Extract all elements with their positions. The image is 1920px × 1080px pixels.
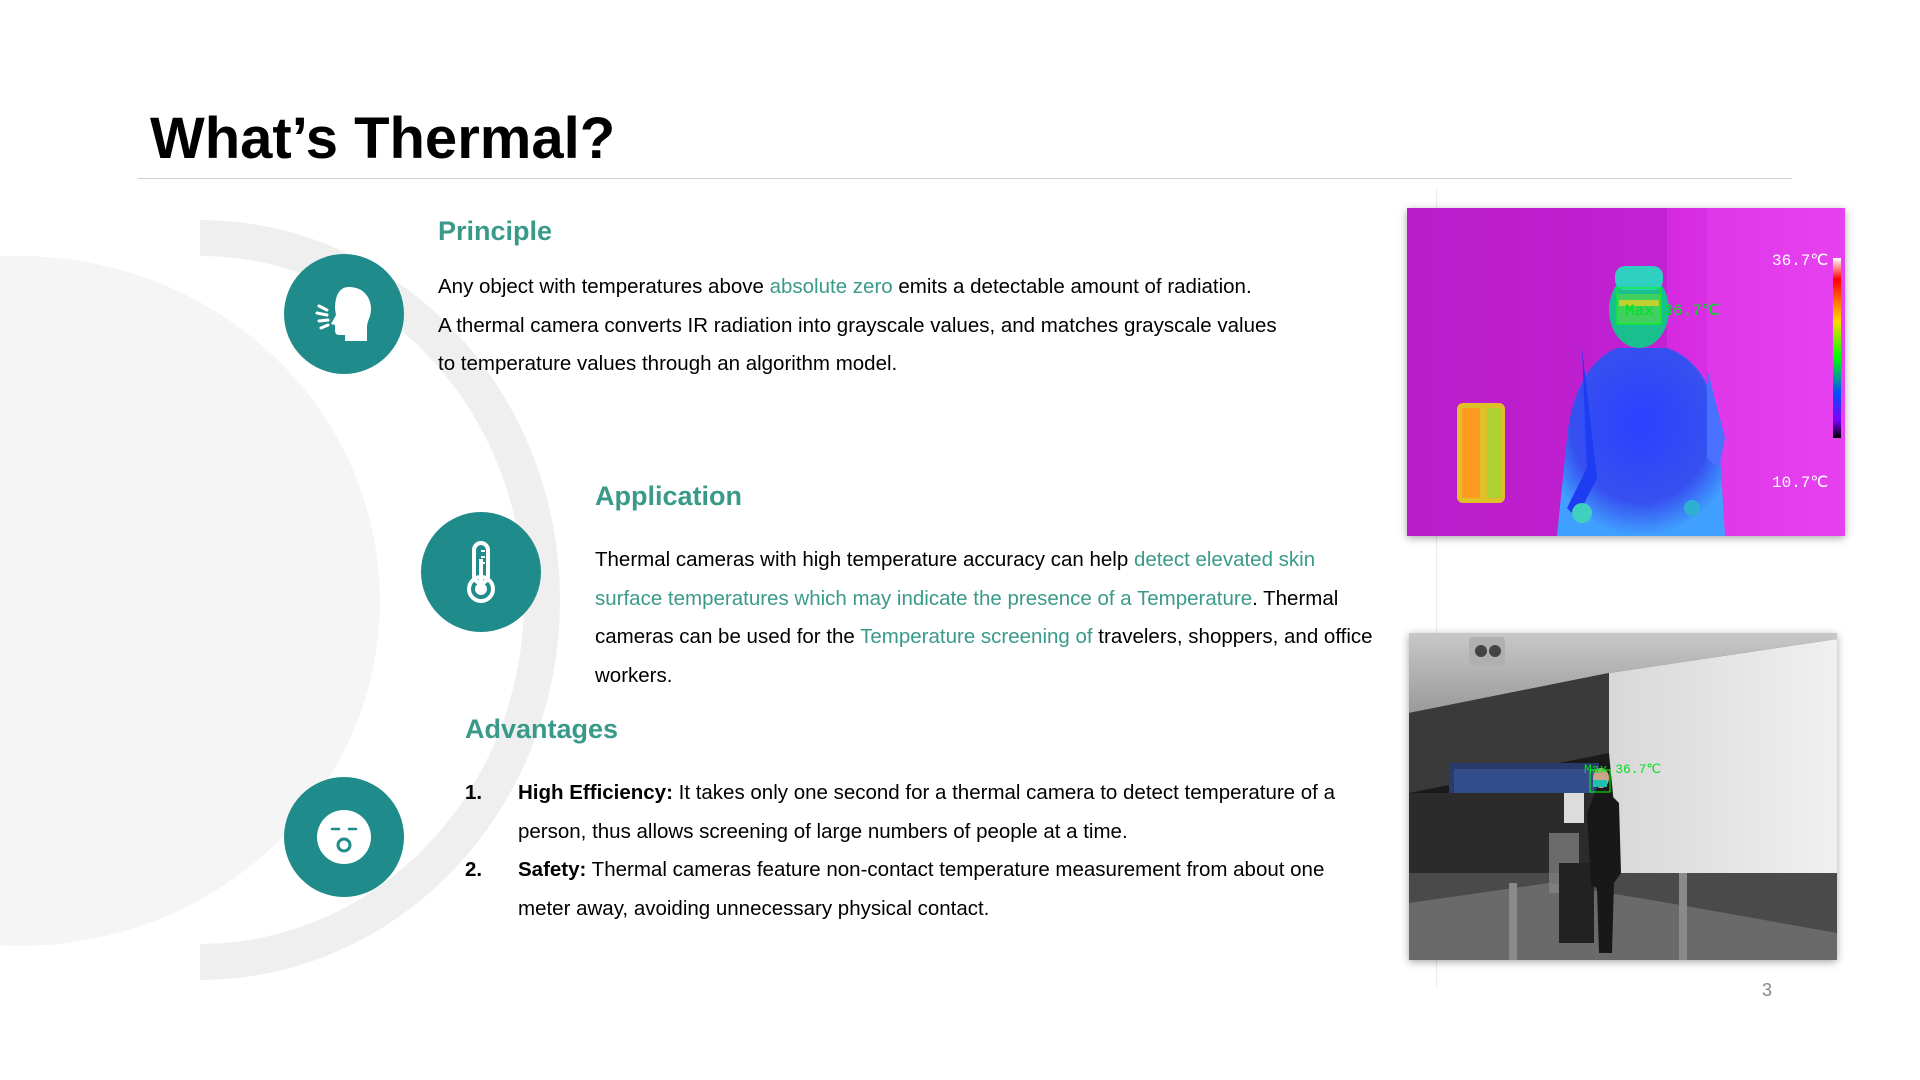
advantages-list <box>465 774 1345 928</box>
advantage-item <box>465 851 1345 928</box>
advantage-text: It takes only one second for a thermal camera to detect temperature of a person, thus allows screening of large numbers of people at a time. <box>518 781 1335 843</box>
sneezing-face-icon <box>284 777 404 897</box>
slide-title: What’s Thermal? <box>150 106 616 171</box>
title-divider <box>138 178 1792 179</box>
thermal-face-label: Max 36.7℃ <box>1625 302 1720 320</box>
advantage-text: Thermal cameras feature non-contact temperature measurement from about one meter away, avoiding unnecessary physical contact. <box>518 858 1325 920</box>
visible-camera-image <box>1409 633 1837 960</box>
advantage-label: Safety: <box>518 858 587 881</box>
thermal-camera-image <box>1407 208 1845 536</box>
thermal-scale-min: 10.7℃ <box>1772 474 1829 492</box>
principle-heading: Principle <box>438 216 553 246</box>
principle-line-2: A thermal camera converts IR radiation into grayscale values, and matches grayscale values <box>438 313 1277 337</box>
speaking-head-icon <box>284 254 404 374</box>
thermometer-icon <box>421 512 541 632</box>
advantage-number: 2. <box>465 858 483 881</box>
advantages-heading: Advantages <box>465 714 619 744</box>
thermal-scale-max: 36.7℃ <box>1772 252 1829 270</box>
principle-text <box>438 268 1318 384</box>
advantage-label: High Efficiency: <box>518 781 673 804</box>
advantage-number: 1. <box>465 781 483 804</box>
principle-line-3: to temperature values through an algorithm model. <box>438 352 898 375</box>
advantage-item <box>465 774 1345 851</box>
principle-line-1: Any object with temperatures above absolute zero emits a detectable amount of radiation. <box>438 275 1252 298</box>
application-text: Thermal cameras with high temperature accuracy can help detect elevated skin surface temperatures which may indicate the presence of a Temperature. Thermal cameras can be used for the Temperature screening of travelers, shoppers, and office workers. <box>595 548 1373 687</box>
camera-face-label: Max 36.7℃ <box>1584 762 1662 777</box>
application-heading: Application <box>595 481 742 511</box>
page-number: 3 <box>1762 980 1773 1000</box>
